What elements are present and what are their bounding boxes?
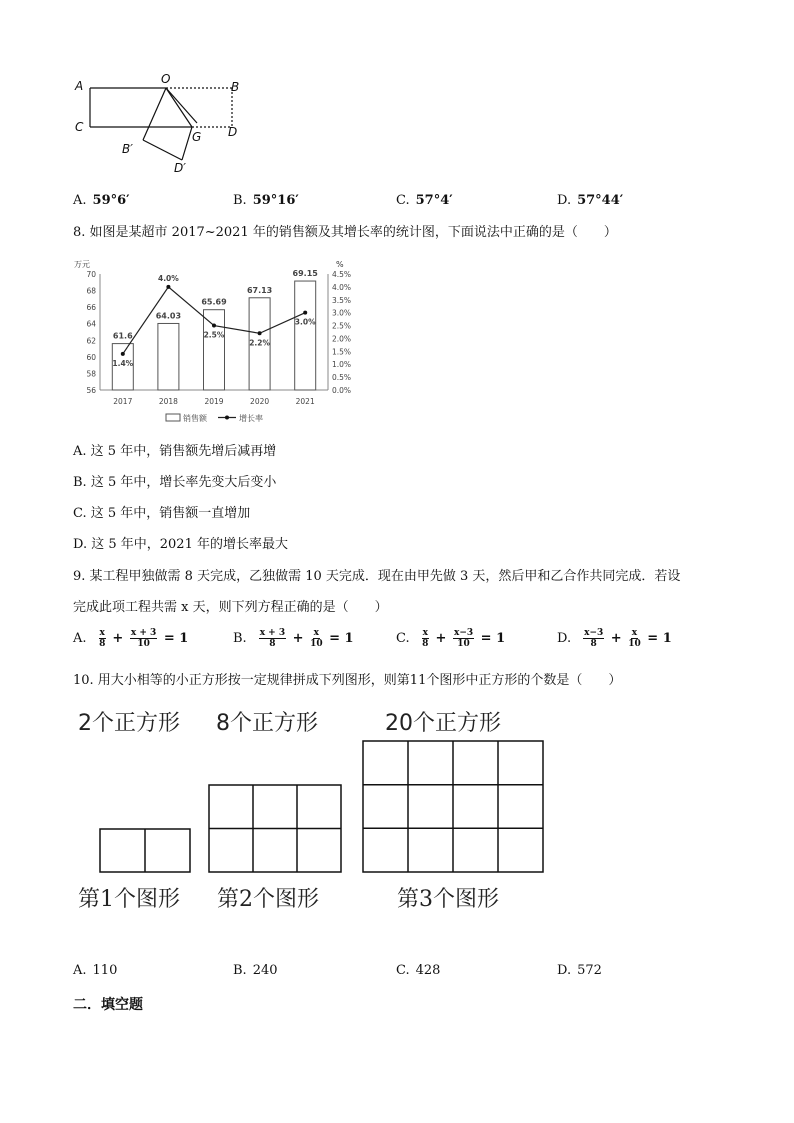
- y2-tick-label: 0.5%: [332, 373, 352, 383]
- caption-2-squares: 2个正方形: [78, 711, 180, 736]
- y2-tick-label: 1.5%: [332, 347, 352, 357]
- fraction-term-2: [453, 628, 474, 649]
- denominator: 8: [269, 639, 276, 649]
- y-tick-label: 60: [86, 352, 96, 362]
- equation-rhs: = 1: [159, 631, 189, 646]
- option-label: B.: [233, 631, 247, 646]
- q9-option-b[interactable]: [233, 628, 354, 649]
- x-tick-label: 2021: [295, 397, 315, 406]
- x-tick-label: 2018: [158, 397, 178, 406]
- x-tick-label: 2020: [250, 397, 270, 406]
- growth-rate-label: 1.4%: [112, 358, 134, 368]
- y2-tick-label: 0.0%: [332, 386, 352, 395]
- point-D-prime: D′: [174, 161, 186, 175]
- numerator: x−3: [453, 628, 474, 638]
- plus-sign: +: [107, 631, 128, 646]
- fraction-term-2: [310, 628, 323, 649]
- growth-rate-label: 3.0%: [294, 317, 316, 327]
- denominator: 8: [422, 639, 429, 649]
- point-A: A: [75, 79, 84, 93]
- bar-2019: [204, 310, 225, 390]
- q8-stem: 8. 如图是某超市 2017~2021 年的销售额及其增长率的统计图，下面说法中正确的是（ ）: [73, 225, 617, 240]
- fraction-term-1: [259, 628, 286, 649]
- q10-option-b[interactable]: B. 240: [233, 963, 278, 978]
- q9-option-a[interactable]: [73, 628, 188, 649]
- denominator: 8: [590, 639, 597, 649]
- numerator: x: [422, 628, 428, 638]
- q8-option-a[interactable]: A. 这 5 年中，销售额先增后减再增: [73, 444, 277, 459]
- growth-rate-label: 4.0%: [157, 273, 179, 283]
- equation-rhs: = 1: [476, 631, 506, 646]
- y2-tick-label: 2.0%: [332, 334, 352, 344]
- plus-sign: +: [606, 631, 627, 646]
- bar-2021: [295, 281, 316, 390]
- q9-stem-line2: 完成此项工程共需 x 天，则下列方程正确的是（ ）: [73, 600, 388, 615]
- square-patterns-figure: [95, 735, 555, 880]
- legend-line-marker: [225, 416, 229, 420]
- caption-figure-1: 第1个图形: [78, 887, 180, 912]
- growth-rate-point: [212, 324, 216, 328]
- caption-20-squares: 20个正方形: [385, 711, 501, 736]
- bar-value-label: 61.6: [112, 331, 133, 341]
- option-label: C.: [396, 631, 410, 646]
- x-tick-label: 2019: [204, 397, 224, 406]
- y2-tick-label: 3.0%: [332, 308, 352, 318]
- point-B-prime: B′: [122, 142, 133, 156]
- numerator: x−3: [584, 628, 604, 638]
- point-O: O: [161, 72, 171, 86]
- y-axis-title: 万元: [74, 260, 90, 269]
- bar-2018: [158, 323, 179, 390]
- plus-sign: +: [288, 631, 309, 646]
- numerator: x: [99, 628, 105, 638]
- y-tick-label: 66: [86, 303, 96, 313]
- q9-option-c[interactable]: [396, 628, 505, 649]
- q9-option-d[interactable]: [557, 628, 672, 649]
- denominator: 10: [628, 639, 641, 649]
- numerator: x: [313, 628, 320, 638]
- q10-option-a[interactable]: A. 110: [73, 963, 118, 978]
- denominator: 10: [310, 639, 323, 649]
- bar-value-label: 69.15: [292, 269, 318, 279]
- growth-rate-point: [121, 352, 125, 356]
- option-label: A.: [73, 631, 87, 646]
- numerator: x: [631, 628, 638, 638]
- equation-rhs: = 1: [642, 631, 672, 646]
- y-tick-label: 70: [86, 270, 96, 279]
- sales-growth-chart: [70, 254, 370, 434]
- plus-sign: +: [431, 631, 451, 646]
- growth-rate-point: [258, 331, 262, 335]
- fraction-term-2: [628, 628, 641, 649]
- equation-rhs: = 1: [324, 631, 354, 646]
- q9-stem-line1: 9. 某工程甲独做需 8 天完成，乙独做需 10 天完成．现在由甲先做 3 天，然后甲和乙合作共同完成．若设: [73, 569, 681, 584]
- y-tick-label: 56: [86, 386, 96, 395]
- y2-tick-label: 4.0%: [332, 282, 352, 292]
- numerator: x + 3: [130, 628, 157, 638]
- q7-option-a[interactable]: A. 59°6′: [73, 193, 130, 208]
- y-tick-label: 62: [86, 336, 96, 346]
- growth-rate-label: 2.2%: [249, 338, 271, 348]
- growth-rate-point: [166, 285, 170, 289]
- denominator: 10: [137, 639, 150, 649]
- q10-option-c[interactable]: C. 428: [396, 963, 441, 978]
- y2-tick-label: 3.5%: [332, 295, 352, 305]
- legend-bar-swatch: [166, 414, 180, 421]
- fraction-term-1: [422, 628, 429, 649]
- q7-geometry-figure: [70, 68, 260, 180]
- y2-tick-label: 2.5%: [332, 321, 352, 331]
- q10-stem: 10. 用大小相等的小正方形按一定规律拼成下列图形，则第11个图形中正方形的个数是（ ）: [73, 673, 622, 688]
- y2-tick-label: 4.5%: [332, 270, 352, 279]
- option-label: D.: [557, 631, 572, 646]
- y-tick-label: 68: [86, 286, 96, 296]
- point-C: C: [75, 120, 84, 134]
- fraction-term-1: [99, 628, 106, 649]
- bar-value-label: 64.03: [155, 311, 182, 321]
- q7-option-b[interactable]: B. 59°16′: [233, 193, 299, 208]
- numerator: x + 3: [259, 628, 286, 638]
- caption-8-squares: 8个正方形: [216, 711, 318, 736]
- q10-option-d[interactable]: D. 572: [557, 963, 602, 978]
- section-heading-fill-blank: 二．填空题: [73, 997, 143, 1013]
- legend-line-label: 增长率: [239, 414, 263, 423]
- fraction-term-1: [583, 628, 604, 649]
- q8-option-d[interactable]: D. 这 5 年中，2021 年的增长率最大: [73, 537, 288, 552]
- point-B: B: [231, 80, 240, 94]
- caption-figure-2: 第2个图形: [217, 887, 319, 912]
- fraction-term-2: [130, 628, 157, 649]
- growth-rate-label: 2.5%: [203, 330, 225, 340]
- legend-bar-label: 销售额: [183, 414, 207, 423]
- point-D: D: [228, 125, 238, 139]
- q7-option-d[interactable]: D. 57°44′: [557, 193, 624, 208]
- denominator: 10: [457, 639, 470, 649]
- point-G: G: [192, 130, 202, 144]
- q8-option-c[interactable]: C. 这 5 年中，销售额一直增加: [73, 506, 251, 521]
- y2-tick-label: 1.0%: [332, 360, 352, 370]
- growth-rate-point: [303, 311, 307, 315]
- q8-option-b[interactable]: B. 这 5 年中，增长率先变大后变小: [73, 475, 277, 490]
- y-tick-label: 58: [86, 369, 96, 379]
- denominator: 8: [99, 639, 106, 649]
- q7-option-c[interactable]: C. 57°4′: [396, 193, 453, 208]
- x-tick-label: 2017: [113, 397, 133, 406]
- y2-axis-title: %: [336, 260, 344, 269]
- bar-value-label: 67.13: [246, 285, 273, 295]
- bar-value-label: 65.69: [201, 297, 227, 307]
- y-tick-label: 64: [86, 319, 96, 329]
- caption-figure-3: 第3个图形: [397, 887, 499, 912]
